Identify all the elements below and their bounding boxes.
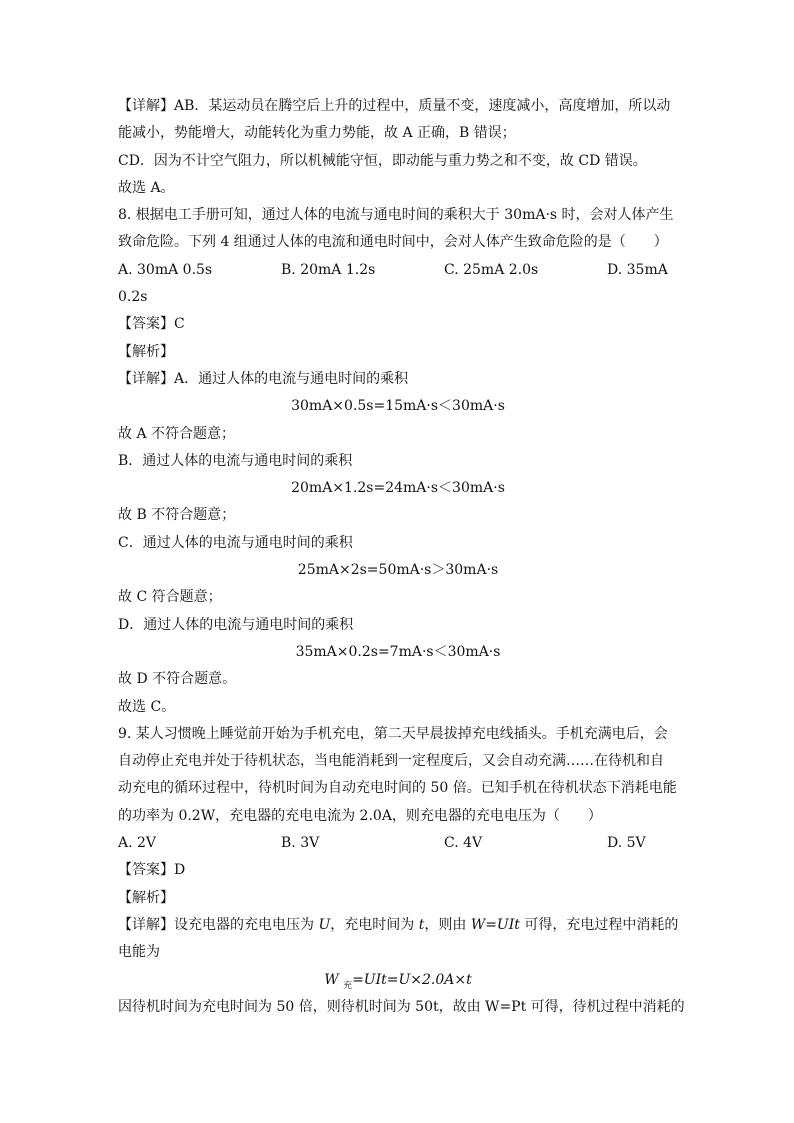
text-line: 【详解】AB．某运动员在腾空后上升的过程中，质量不变，速度减小，高度增加，所以动 [118,98,671,114]
variable-t: t [418,916,425,933]
text-line: 故选 C。 [118,698,176,715]
choice-c: C. 25mA 2.0s [444,261,539,278]
text-line: 电能为 [118,944,160,961]
text-segment: ，则由 [424,916,471,933]
question-9-choices [118,830,678,857]
text-line: C．通过人体的电流与通电时间的乘积 [118,534,353,551]
text-line: 【详解】A．通过人体的电流与通电时间的乘积 [118,370,409,387]
variable-w: W [324,971,344,988]
equation: 35mA×0.2s=7mA·s＜30mA·s [295,643,501,660]
answer-label: 【答案】D [118,862,186,879]
question-8-stem: 8. 根据电工手册可知，通过人体的电流与通电时间的乘积大于 30mA·s 时，会对人体产生 [118,207,674,224]
text-segment: 【详解】设充电器的充电电压为 [118,916,319,933]
text-line: 故 B 不符合题意； [118,507,236,524]
question-8-choices [118,257,678,284]
equation: 20mA×1.2s=24mA·s＜30mA·s [291,480,505,497]
equation: 30mA×0.5s=15mA·s＜30mA·s [291,398,505,415]
text-line: 故 C 符合题意； [118,589,222,606]
text-line: 故选 A。 [118,179,175,196]
choice-b: B. 3V [281,835,320,852]
choice-d: D. 5V [607,835,646,852]
text-line: 故 D 不符合题意。 [118,671,237,688]
text-segment: ，充电时间为 [330,916,419,933]
question-9-stem: 动充电的循环过程中，待机时间为自动充电时间的 50 倍。已知手机在待机状态下消耗电能 [118,780,677,797]
question-9-stem: 9. 某人习惯晚上睡觉前开始为手机充电，第二天早晨拔掉充电线插头。手机充满电后，会 [118,725,668,742]
answer-label: 【答案】C [118,316,185,333]
document-body [118,93,685,1021]
analysis-label: 【解析】 [118,889,174,906]
text-line: D．通过人体的电流与通电时间的乘积 [118,616,354,633]
text-line [118,912,678,939]
text-segment: 可得，充电过程中消耗的 [519,916,679,933]
equation [118,967,678,994]
text-line: 0.2s [118,289,148,306]
choice-a: A. 2V [118,835,157,852]
subscript: 充 [343,980,353,991]
question-8-stem: 致命危险。下列 4 组通过人体的电流和通电时间中，会对人体产生致命危险的是（ ） [118,234,668,251]
question-9-stem: 自动停止充电并处于待机状态，当电能消耗到一定程度后，又会自动充满……在待机和自 [118,753,664,770]
formula: W=UIt [470,916,520,933]
choice-c: C. 4V [444,835,483,852]
equation: 25mA×2s=50mA·s＞30mA·s [297,562,499,579]
variable-u: U [318,916,331,933]
question-9-stem: 的功率为 0.2W，充电器的充电电流为 2.0A，则充电器的充电电压为（ ） [118,807,602,824]
text-line: CD．因为不计空气阻力，所以机械能守恒，即动能与重力势之和不变，故 CD 错误。 [118,152,647,169]
text-line: 因待机时间为充电时间为 50 倍，则待机时间为 50t，故由 W=Pt 可得，待机过程中消耗的 [118,998,685,1015]
equation-rest: =UIt=U×2.0A×t [352,971,472,988]
analysis-label: 【解析】 [118,343,174,360]
text-line: 故 A 不符合题意； [118,425,236,442]
choice-d: D. 35mA [607,261,668,278]
choice-b: B. 20mA 1.2s [281,261,376,278]
text-line: 能减小，势能增大，动能转化为重力势能，故 A 正确，B 错误； [118,125,516,142]
text-line: B．通过人体的电流与通电时间的乘积 [118,452,353,469]
choice-a: A. 30mA 0.5s [118,261,213,278]
